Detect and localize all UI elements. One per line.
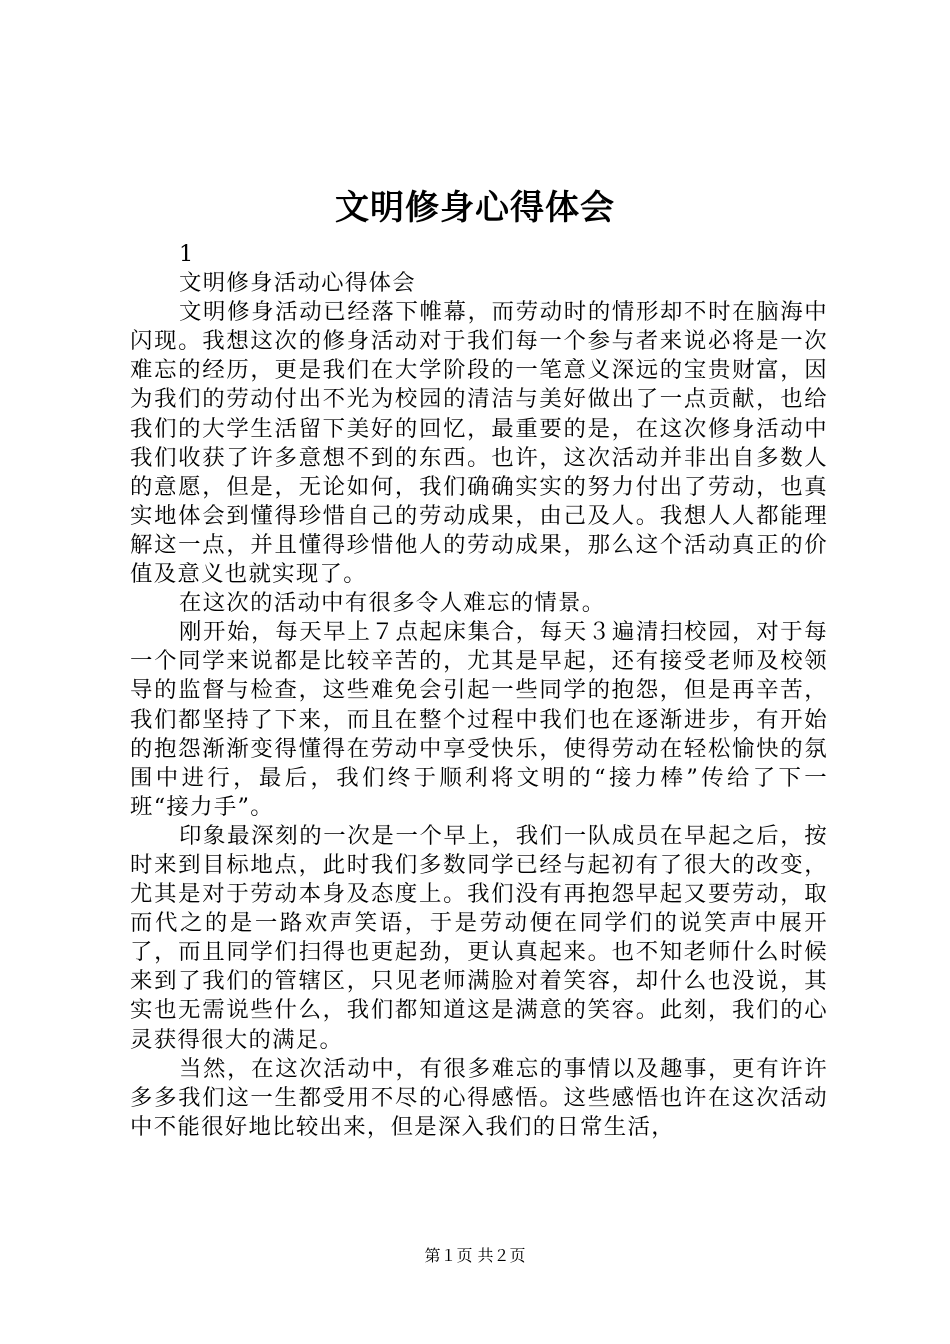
paragraph: 当然，在这次活动中，有很多难忘的事情以及趣事，更有许许多多我们这一生都受用不尽的心得感悟。这些感悟也许在这次活动中不能很好地比较出来，但是深入我们的日常生活， bbox=[130, 1055, 828, 1140]
document-subtitle: 文明修身活动心得体会 bbox=[179, 270, 416, 297]
section-number: 1 bbox=[179, 241, 195, 267]
page-footer: 第１页 共２页 bbox=[424, 1246, 526, 1265]
document-title: 文明修身心得体会 bbox=[335, 188, 615, 228]
paragraph: 文明修身活动已经落下帷幕，而劳动时的情形却不时在脑海中闪现。我想这次的修身活动对于我们每一个参与者来说必将是一次难忘的经历，更是我们在大学阶段的一笔意义深远的宝贵财富，因为我们的劳动付出不光为校园的清洁与美好做出了一点贡献，也给我们的大学生活留下美好的回忆，最重要的是，在这次修身活动中我们收获了许多意想不到的东西。也许，这次活动并非出自多数人的意愿，但是，无论如何，我们确确实实的努力付出了劳动，也真实地体会到懂得珍惜自己的劳动成果，由己及人。我想人人都能理解这一点，并且懂得珍惜他人的劳动成果，那么这个活动真正的价值及意义也就实现了。 bbox=[130, 299, 828, 588]
paragraph: 印象最深刻的一次是一个早上，我们一队成员在早起之后，按时来到目标地点，此时我们多数同学已经与起初有了很大的改变，尤其是对于劳动本身及态度上。我们没有再抱怨早起又要劳动，取而代之的是一路欢声笑语，于是劳动便在同学们的说笑声中展开了，而且同学们扫得也更起劲，更认真起来。也不知老师什么时候来到了我们的管辖区，只见老师满脸对着笑容，却什么也没说，其实也无需说些什么，我们都知道这是满意的笑容。此刻，我们的心灵获得很大的满足。 bbox=[130, 822, 828, 1053]
paragraph: 刚开始，每天早上７点起床集合，每天３遍清扫校园，对于每一个同学来说都是比较辛苦的，尤其是早起，还有接受老师及校领导的监督与检查，这些难免会引起一些同学的抱怨，但是再辛苦，我们都坚持了下来，而且在整个过程中我们也在逐渐进步，有开始的抱怨渐渐变得懂得在劳动中享受快乐，使得劳动在轻松愉快的氛围中进行，最后，我们终于顺利将文明的“接力棒”传给了下一班“接力手”。 bbox=[130, 619, 828, 820]
document-body bbox=[130, 240, 828, 1142]
paragraph: 在这次的活动中有很多令人难忘的情景。 bbox=[179, 590, 606, 617]
